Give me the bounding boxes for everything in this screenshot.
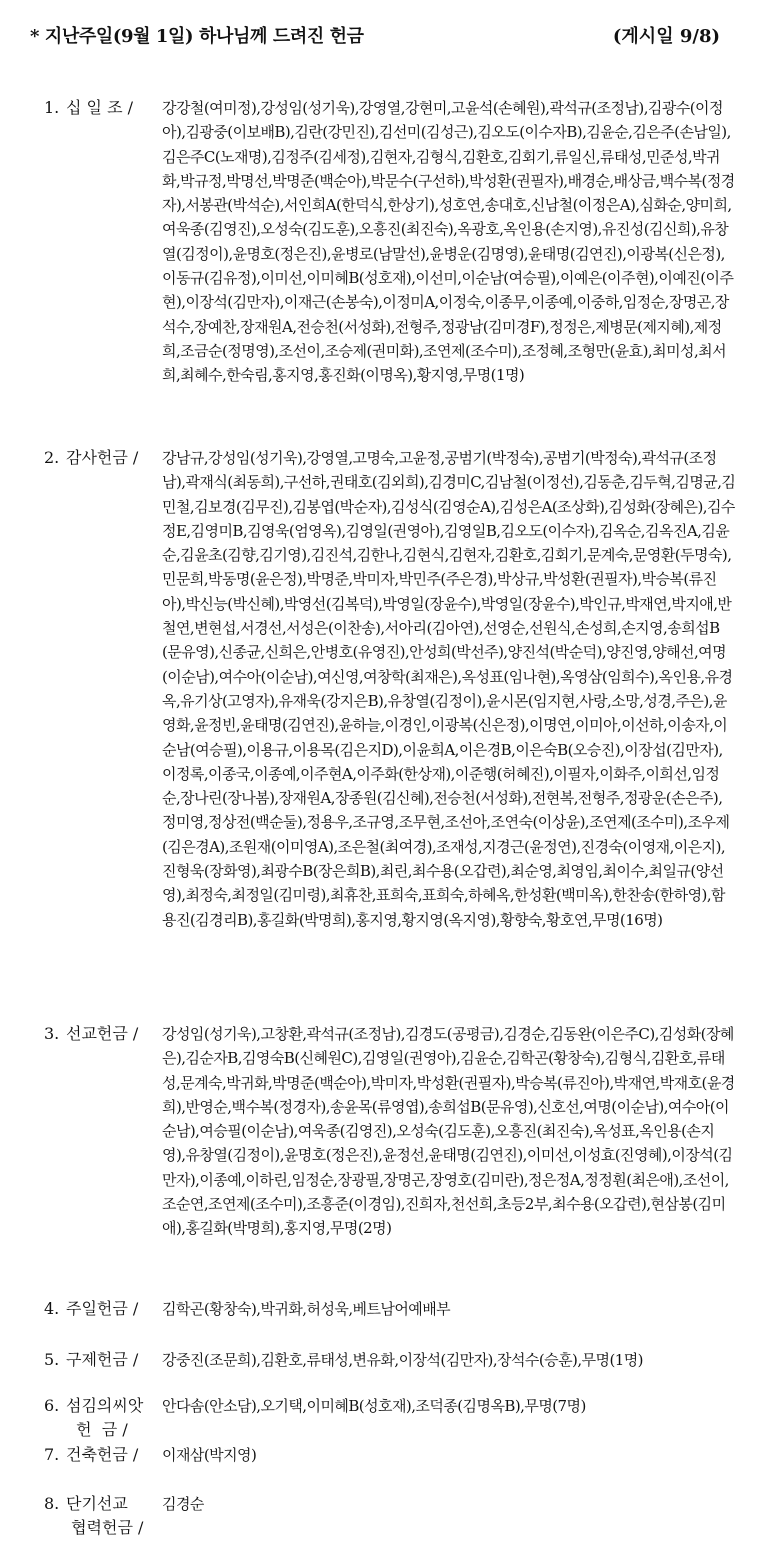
section-category: 십 일 조 /	[66, 98, 134, 117]
section-category: 단기선교 협력헌금 /	[66, 1494, 144, 1537]
donor-list: 강남규,강성임(성기욱),강영열,고명숙,고윤정,공범기(박정숙),공범기(박정숙),곽석규(조정남),곽재식(최동희),구선하,권태호(김외희),김경미C,김남철(이정선),김동춘,김두혁,김명균,김민철,김보경(김무진),김봉엽(박순자),김성식(김영순A),김성은A(조상화),김성화(장혜은),김수정E,김영미B,김영욱(엄영옥),김영일(권영아),김영일B,김오도(이수자),김옥순,김옥진A,김윤순,김윤초(김향,김기영),김진석,김한나,김현식,김현자,김환호,김회기,문계숙,문영환(두명숙),민문희,박동명(윤은정),박명준,박미자,박민주(주은경),박상규,박성환(권필자),박승복(류진아),박신능(박신혜),박영선(김복덕),박영일(장윤수),박영일(장윤수),박인규,박재연,박지애,반철연,변현섭,서경선,서성은(이찬송),서아리(김아연),선영순,선원식,손성희,손지영,송희섭B(문유영),신종균,신희은,안병호(유영진),안성희(박선주),양진석(박순덕),양진영,양해선,여명(이순남),여수아(이순남),여신영,여창학(최재은),옥성표(임나현),옥영삼(임희수),옥인용,유경옥,유기상(고영자),유재욱(강지은B),유창열(김정이),윤시몬(임지현,사랑,소망,성경,주은),윤영화,윤정빈,윤태명(김연진),윤하늘,이경인,이광복(신은정),이명연,이미아,이선하,이송자,이순남(여승필),이용규,이용목(김은지D),이윤희A,이은경B,이은숙B(오승진),이장섭(김만자),이정록,이종국,이종예,이주현A,이주화(한상재),이준행(허혜진),이필자,이화주,이희선,임정순,장나린(장나봄),장재원A,장종원(김신혜),전승천(서성화),전현복,전형주,정광운(손은주),정미영,정상전(백순둘),정용우,조규영,조무현,조선아,조연숙(이상윤),조연제(조수미),조우제(김은경A),조원재(이미영A),조은철(최여경),조재성,지경근(윤정연),진경숙(이영재,이은지),진형욱(장화영),최광수B(장은희B),최린,최수용(오갑련),최순영,최영임,최이수,최일규(양선영),최정숙,최정일(김미령),최휴찬,표희숙,표희숙,하혜옥,한성환(백미옥),한찬송(한하영),함용진(김경리B),홍길화(박명희),홍지영,황지영(옥지영),황향숙,황호연,무명(16명)	[162, 449, 736, 929]
donor-list: 강성임(성기욱),고창환,곽석규(조정남),김경도(공평금),김경순,김동완(이은주C),김성화(장혜은),김순자B,김영숙B(신혜원C),김영일(권영아),김윤순,김학곤(황창숙),김형식,김환호,류태성,문계숙,박귀화,박명준(백순아),박미자,박성환(권필자),박승복(류진아),박재연,박재호(윤경희),반영순,백수복(정경자),송윤목(류영엽),송희섭B(문유영),신호선,여명(이순남),여수아(이순남),여승필(이순남),여욱종(김영진),오성숙(김도훈),오흥진(최진숙),옥성표,옥인용(손지영),유창열(김정이),윤명호(정은진),윤정선,윤태명(김연진),이미선,이성효(진영혜),이장석(김만자),이종예,이하린,임정순,장광필,장명곤,장영호(김미란),정은정A,정정훤(최은애),조선이,조순연,조연제(조수미),조흥준(이경임),진희자,천선희,초등2부,최수용(오갑련),현삼봉(김미애),홍길화(박명희),홍지영,무명(2명)	[162, 1025, 735, 1238]
section-number: 6.	[44, 1396, 60, 1415]
section-category: 구제헌금 /	[66, 1350, 139, 1369]
section-category: 섬김의씨앗 헌 금 /	[66, 1396, 144, 1439]
section-category: 선교헌금 /	[66, 1024, 139, 1043]
notice-header	[30, 22, 730, 52]
section-number: 2.	[44, 448, 60, 467]
section-number: 3.	[44, 1024, 60, 1043]
donor-list: 이재삼(박지영)	[162, 1446, 257, 1464]
section-number: 1.	[44, 98, 60, 117]
donor-list: 김경순	[162, 1495, 204, 1513]
section-number: 4.	[44, 1299, 60, 1318]
section-number: 8.	[44, 1494, 60, 1513]
section-number: 5.	[44, 1350, 60, 1369]
donor-list: 안다솜(안소담),오기택,이미혜B(성호재),조덕종(김명옥B),무명(7명)	[162, 1397, 586, 1415]
section-category: 건축헌금 /	[66, 1445, 139, 1464]
donor-list: 강강철(여미정),강성임(성기욱),강영열,강현미,고윤석(손혜원),곽석규(조정남),김광수(이정아),김광중(이보배B),김란(강민진),김선미(김성근),김오도(이수자B),김윤순,김은주(손남일),김은주C(노재명),김정주(김세정),김현자,김형식,김환호,김회기,류일신,류태성,민준성,박귀화,박규정,박명선,박명준(백순아),박문수(구선하),박성환(권필자),배경순,배상금,백수복(정경자),서봉관(박석순),서인희A(한덕식,한상기),성호연,송대호,신남철(이정은A),심화순,양미희,여욱종(김영진),오성숙(김도훈),오흥진(최진숙),옥광호,옥인용(손지영),유진성(김신희),유창열(김정이),윤명호(정은진),윤병로(남말선),윤병운(김명영),윤태명(김연진),이광복(신은정),이동규(김유정),이미선,이미혜B(성호재),이선미,이순남(여승필),이예은(이주현),이예진(이주현),이장석(김만자),이재근(손봉숙),이정미A,이정숙,이종무,이종예,이중하,임정순,장명곤,장석수,장예찬,장재원A,전승천(서성화),전형주,정광남(김미경F),정정은,제병문(제지혜),제정희,조금순(정명영),조선이,조승제(권미화),조연제(조수미),조정혜,조형만(윤효),최미성,최서희,최혜수,한숙림,홍지영,홍진화(이명옥),황지영,무명(1명)	[162, 99, 735, 385]
posted-date: (게시일 9/8)	[612, 26, 720, 47]
donor-list: 김학곤(황창숙),박귀화,허성욱,베트남어예배부	[162, 1300, 451, 1318]
section-category: 감사헌금 /	[66, 448, 139, 467]
section-number: 7.	[44, 1445, 60, 1464]
section-category: 주일헌금 /	[66, 1299, 139, 1318]
notice-title: * 지난주일(9월 1일) 하나님께 드려진 헌금	[30, 26, 364, 47]
donor-list: 강중진(조문희),김환호,류태성,변유화,이장석(김만자),장석수(승훈),무명(1명)	[162, 1351, 643, 1369]
